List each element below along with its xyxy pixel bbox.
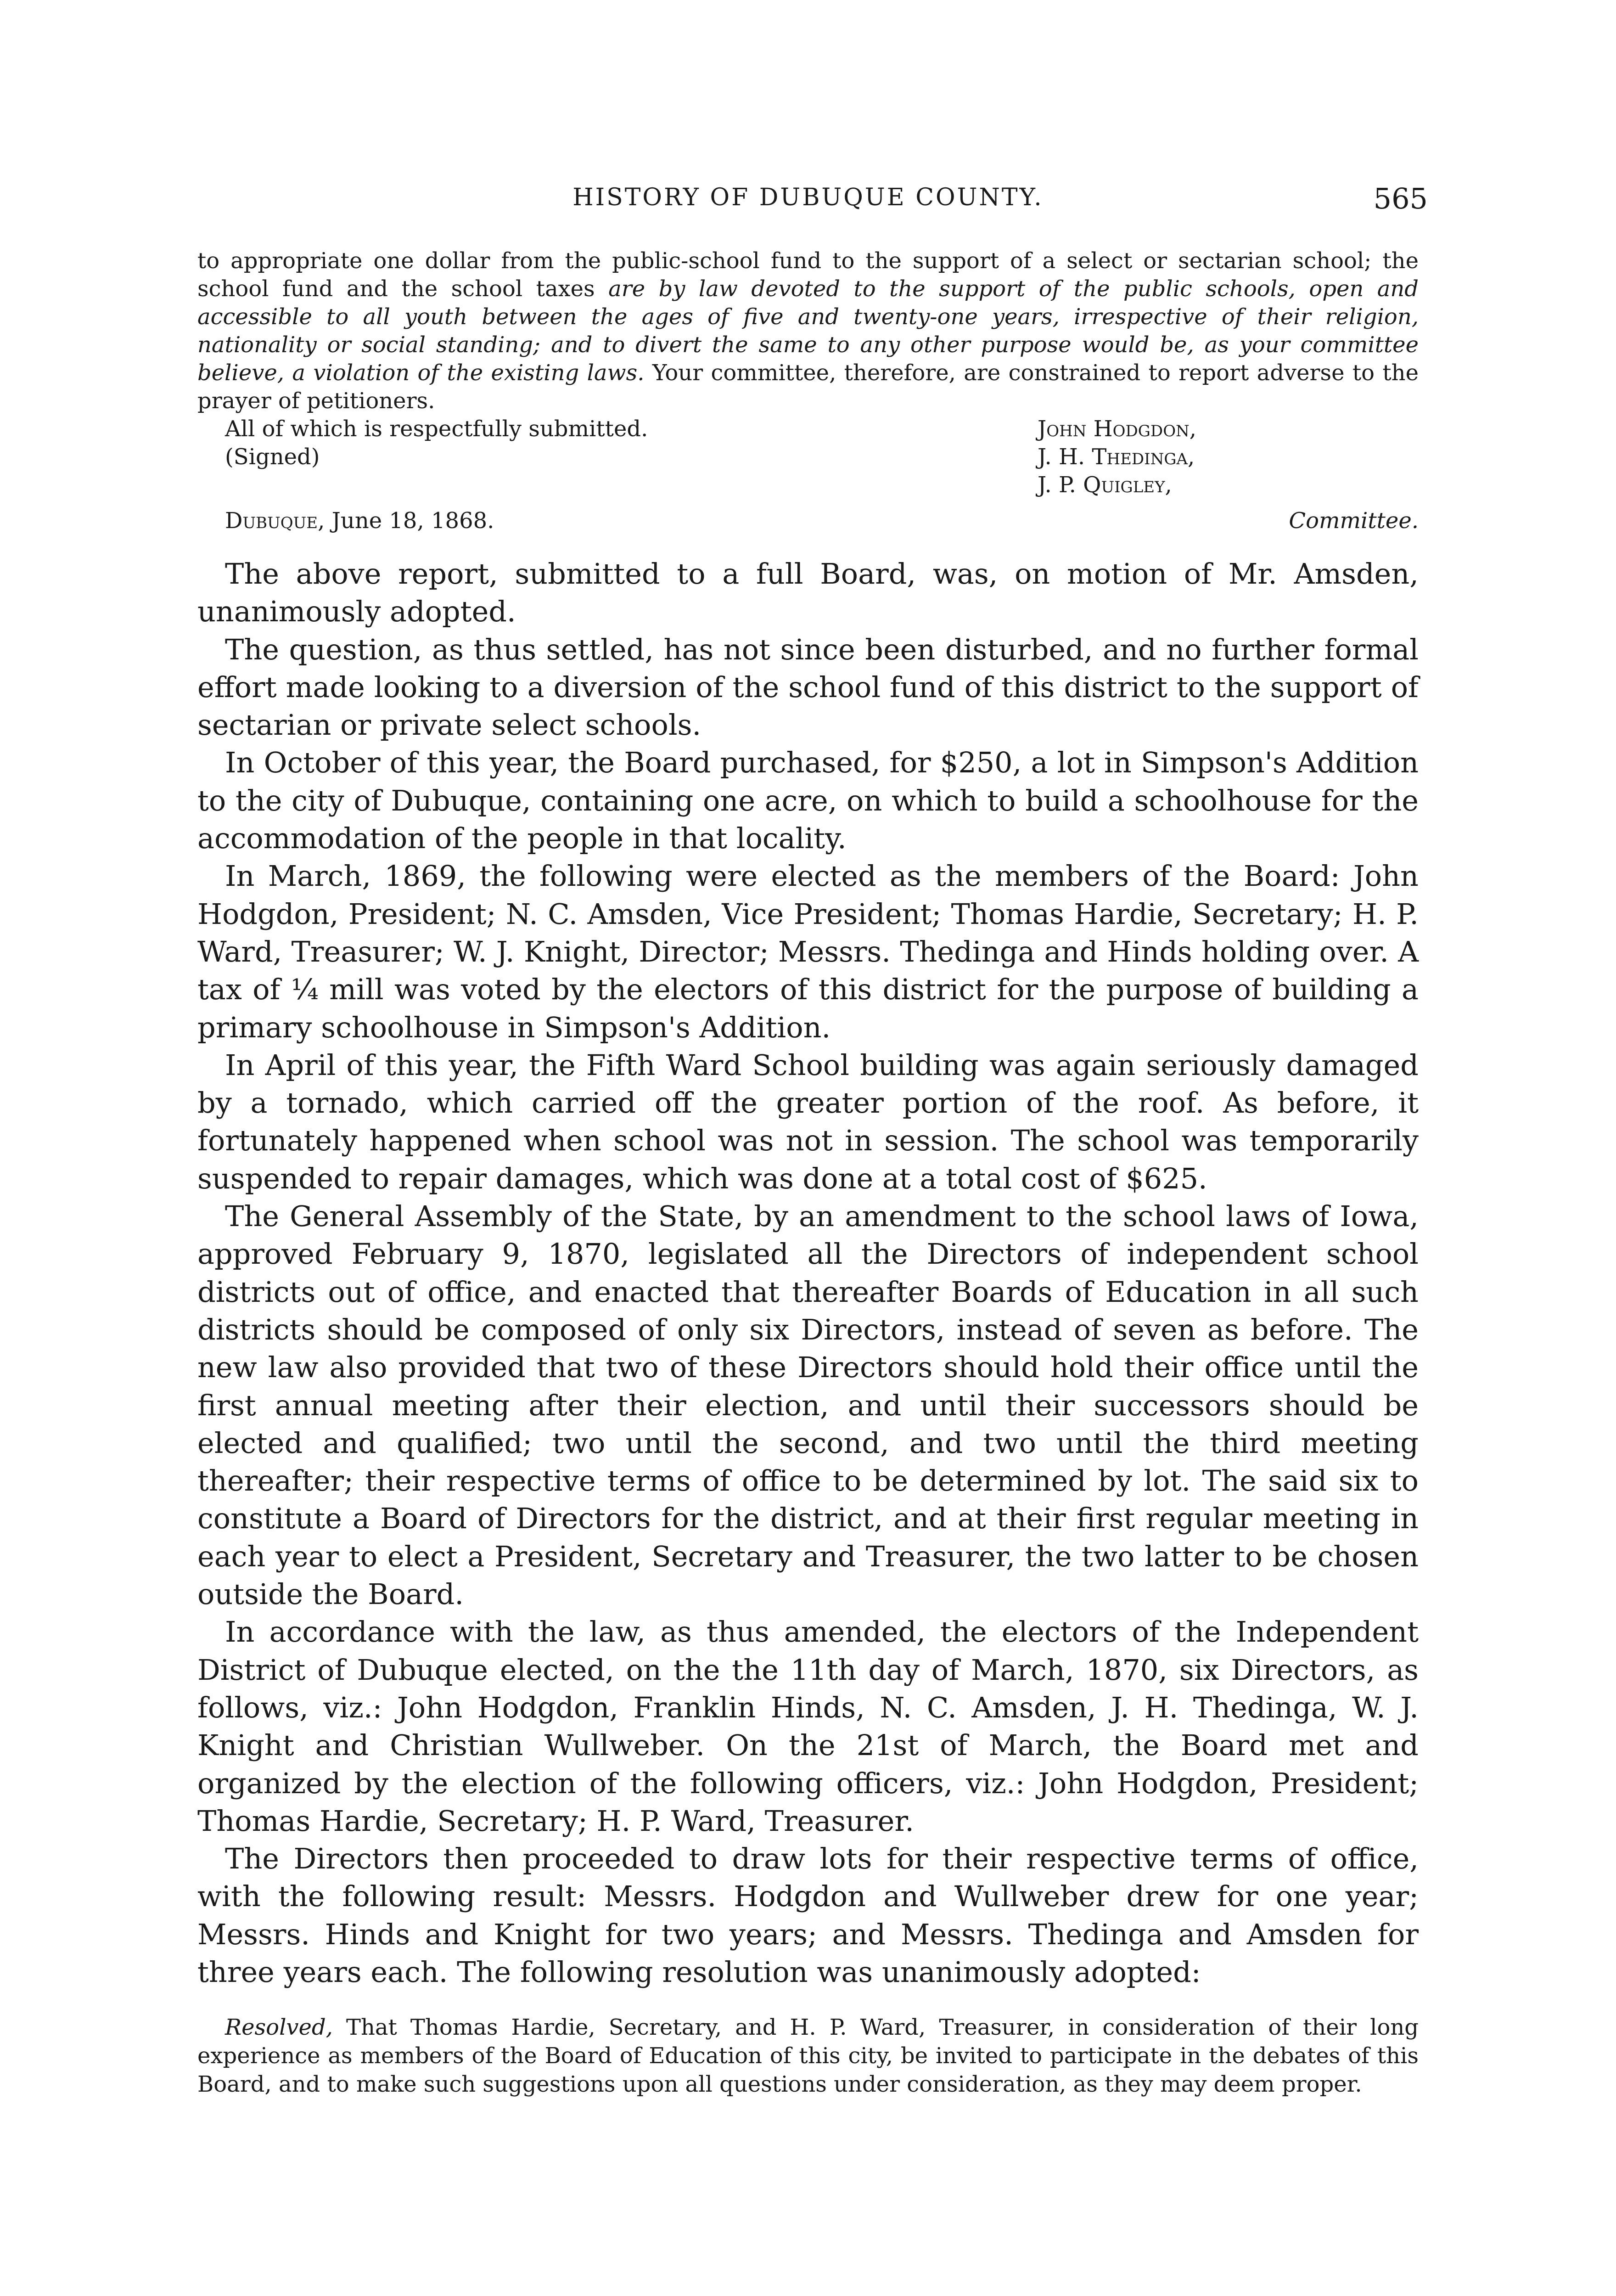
report-text-tail: Your committee, therefore, are constrained to report adverse to the prayer of petitioners.: [197, 360, 1419, 414]
body-paragraph: The above report, submitted to a full Board, was, on motion of Mr. Amsden, unanimously adopted.: [197, 557, 1419, 629]
body-paragraph: In March, 1869, the following were elected as the members of the Board: John Hodgdon, President; N. C. Amsden, Vice President; Thomas Hardie, Secretary; H. P. Ward, Treasurer; W. J. Knight, Director; Messrs. Thedinga and Hinds holding over. A tax of ¼ mill was voted by the electors of this district for the purpose of building a primary schoolhouse in Simpson's Addition.: [197, 859, 1419, 1044]
main-text: [197, 555, 1419, 1991]
body-paragraph: The question, as thus settled, has not since been disturbed, and no further formal effort made looking to a diversion of the school fund of this district to the support of sectarian or private select schools.: [197, 632, 1419, 742]
report-text-italic: are by law devoted to the support of the public schools, open and accessible to all youth between the ages of five and twenty-one years, irrespective of their religion, nationality or social standing; and to divert the same to any other purpose would be, as your committee believe, a violation of the existing laws.: [197, 276, 1419, 386]
page-number: 565: [1373, 182, 1428, 215]
committee-label: Committee.: [1289, 508, 1419, 534]
report-paragraph: [197, 247, 1419, 415]
resolution-text: That Thomas Hardie, Secretary, and H. P. Ward, Treasurer, in consideration of their long experience as members of the Board of Education of this city, be invited to participate in the debates of this Board, and to make such suggestions upon all questions under consideration, as they may deem proper.: [197, 2015, 1419, 2098]
body-paragraph: The Directors then proceeded to draw lots for their respective terms of office, with the following result: Messrs. Hodgdon and Wullweber drew for one year; Messrs. Hinds and Knight for two years; and Messrs. Thedinga and Amsden for three years each. The following resolution was unanimously adopted:: [197, 1842, 1419, 1989]
resolution-lead: Resolved,: [225, 2015, 333, 2041]
signer-name: John Hodgdon,: [1038, 416, 1197, 442]
report-dateline: [225, 507, 494, 535]
committee-report-excerpt: [197, 247, 1419, 415]
book-page: [197, 182, 1428, 2099]
body-paragraph: In accordance with the law, as thus amended, the electors of the Independent District of Dubuque elected, on the the 11th day of March, 1870, six Directors, as follows, viz.: John Hodgdon, Franklin Hinds, N. C. Amsden, J. H. Thedinga, W. J. Knight and Christian Wullweber. On the 21st of March, the Board met and organized by the election of the following officers, viz.: John Hodgdon, President; Thomas Hardie, Secretary; H. P. Ward, Treasurer.: [197, 1615, 1419, 1838]
signed-label: (Signed): [225, 444, 320, 470]
signer-name: J. P. Quigley,: [1038, 472, 1172, 498]
dateline-date: June 18, 1868.: [331, 508, 494, 534]
running-title: HISTORY OF DUBUQUE COUNTY.: [572, 184, 1044, 211]
report-text-lead: to appropriate one dollar from the public-school fund to the support of a select or sectarian school; the school fund and the school taxes: [197, 248, 1419, 302]
resolution-block: [197, 2013, 1419, 2099]
body-paragraph: The General Assembly of the State, by an amendment to the school laws of Iowa, approved February 9, 1870, legislated all the Directors of independent school districts out of office, and enacted that thereafter Boards of Education in all such districts should be composed of only six Directors, instead of seven as before. The new law also provided that two of these Directors should hold their office until the first annual meeting after their election, and until their successors should be elected and qualified; two until the second, and two until the third meeting thereafter; their respective terms of office to be determined by lot. The said six to constitute a Board of Directors for the district, and at their first regular meeting in each year to elect a President, Secretary and Treasurer, the two latter to be chosen outside the Board.: [197, 1199, 1419, 1611]
signer-name: J. H. Thedinga,: [1038, 444, 1195, 470]
body-paragraph: In April of this year, the Fifth Ward School building was again seriously damaged by a tornado, which carried off the greater portion of the roof. As before, it fortunately happened when school was not in session. The school was temporarily suspended to repair damages, which was done at a total cost of $625.: [197, 1048, 1419, 1195]
dateline-place: Dubuque,: [225, 508, 325, 534]
submitted-line: All of which is respectfully submitted.: [225, 416, 648, 442]
running-header: [197, 182, 1428, 225]
body-paragraph: In October of this year, the Board purchased, for $250, a lot in Simpson's Addition to the city of Dubuque, containing one acre, on which to build a schoolhouse for the accommodation of the people in that locality.: [197, 746, 1419, 855]
signature-block: [197, 415, 1419, 555]
resolution-paragraph: [197, 2013, 1419, 2099]
